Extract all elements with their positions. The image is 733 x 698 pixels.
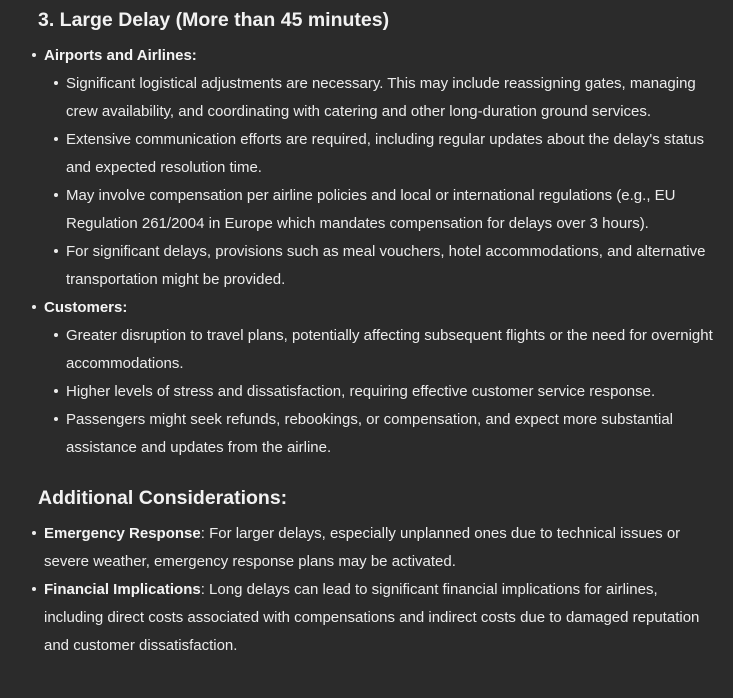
item-label: Emergency Response [44,525,201,542]
customers-sublist [44,322,719,462]
additional-considerations-list [30,520,719,660]
airports-airlines-sublist [44,70,719,294]
list-item-emergency-response [30,520,719,576]
list-item: Extensive communication efforts are required, including regular updates about the delay's status and expected resolution time. [52,126,719,182]
item-label: Financial Implications [44,581,201,598]
group-airports-airlines [30,42,719,294]
list-item-financial-implications [30,576,719,660]
group-label: Customers: [44,299,128,316]
list-item: For significant delays, provisions such as meal vouchers, hotel accommodations, and alternative transportation might be provided. [52,238,719,294]
list-item: Passengers might seek refunds, rebookings, or compensation, and expect more substantial assistance and updates from the airline. [52,406,719,462]
item-text: : Long delays can lead to significant financial implications for airlines, including direct costs associated with compensations and indirect costs due to damaged reputation and customer dissatisfaction. [44,581,700,654]
list-item: Higher levels of stress and dissatisfaction, requiring effective customer service response. [52,378,719,406]
list-item: May involve compensation per airline policies and local or international regulations (e.g., EU Regulation 261/2004 in Europe which mandates compensation for delays over 3 hours). [52,182,719,238]
group-customers [30,294,719,462]
list-item: Greater disruption to travel plans, potentially affecting subsequent flights or the need for overnight accommodations. [52,322,719,378]
section-heading-large-delay: 3. Large Delay (More than 45 minutes) [38,9,390,31]
item-text: : For larger delays, especially unplanned ones due to technical issues or severe weather, emergency response plans may be activated. [44,525,681,570]
group-label: Airports and Airlines: [44,47,197,64]
section-heading-additional: Additional Considerations: [38,487,288,509]
large-delay-list [30,42,719,462]
list-item: Significant logistical adjustments are necessary. This may include reassigning gates, managing crew availability, and coordinating with catering and other long-duration ground services. [52,70,719,126]
